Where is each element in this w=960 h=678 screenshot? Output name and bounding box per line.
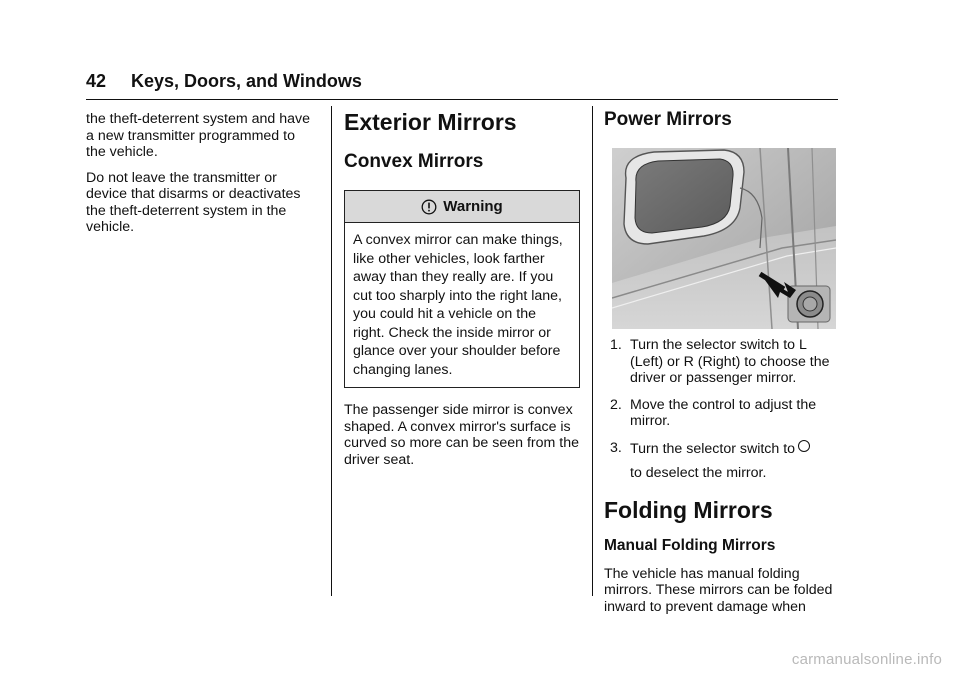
power-mirror-control-illustration (612, 148, 836, 329)
watermark: carmanualsonline.info (791, 651, 942, 668)
warning-header (345, 191, 579, 223)
step-number: 2. (610, 396, 622, 413)
step-number: 3. (610, 439, 622, 456)
warning-text: A convex mirror can make things, like other vehicles, look farther away than they really are. If you cut too sharply into the right lane, you could hit a vehicle on the right. Check the inside mirror or glance over your shoulder before changing lanes. (353, 232, 563, 378)
exterior-mirrors-heading: Exterior Mirrors (344, 109, 517, 135)
manual-folding-mirrors-heading: Manual Folding Mirrors (604, 536, 776, 554)
page-number: 42 (86, 71, 107, 91)
section-title: Keys, Doors, and Windows (131, 71, 362, 91)
column-divider-1 (331, 106, 332, 596)
step-text: Turn the selector switch to (630, 440, 796, 457)
step-text: Turn the selector switch to L (Left) or R (Right) to choose the driver or passenger mirror. (630, 337, 830, 386)
column-3 (604, 108, 840, 615)
header-rule (86, 99, 838, 100)
paragraph: the theft-deterrent system and have a new transmitter programmed to the vehicle. (86, 111, 310, 160)
page-header (86, 68, 838, 102)
warning-icon (421, 199, 437, 215)
warning-box (344, 190, 580, 388)
list-item (604, 337, 840, 387)
paragraph: The vehicle has manual folding mirrors. These mirrors can be folded inward to prevent damage when (604, 565, 833, 615)
column-2 (344, 108, 580, 468)
steps-list (604, 337, 840, 482)
step-text: Move the control to adjust the mirror. (630, 396, 817, 429)
warning-label: Warning (443, 198, 503, 215)
convex-mirrors-heading: Convex Mirrors (344, 151, 484, 172)
paragraph: Do not leave the transmitter or device that disarms or deactivates the theft-deterrent system in the vehicle. (86, 169, 301, 235)
step-number: 1. (610, 337, 622, 353)
list-item (604, 440, 840, 482)
power-mirrors-heading: Power Mirrors (604, 109, 732, 130)
paragraph: The passenger side mirror is convex shaped. A convex mirror's surface is curved so more can be seen from the driver seat. (344, 402, 580, 468)
column-1 (86, 111, 318, 245)
step-text: to deselect the mirror. (630, 465, 767, 481)
column-divider-2 (592, 106, 593, 596)
folding-mirrors-heading: Folding Mirrors (604, 496, 773, 523)
center-off-circle-icon (798, 440, 810, 452)
list-item (604, 397, 840, 430)
